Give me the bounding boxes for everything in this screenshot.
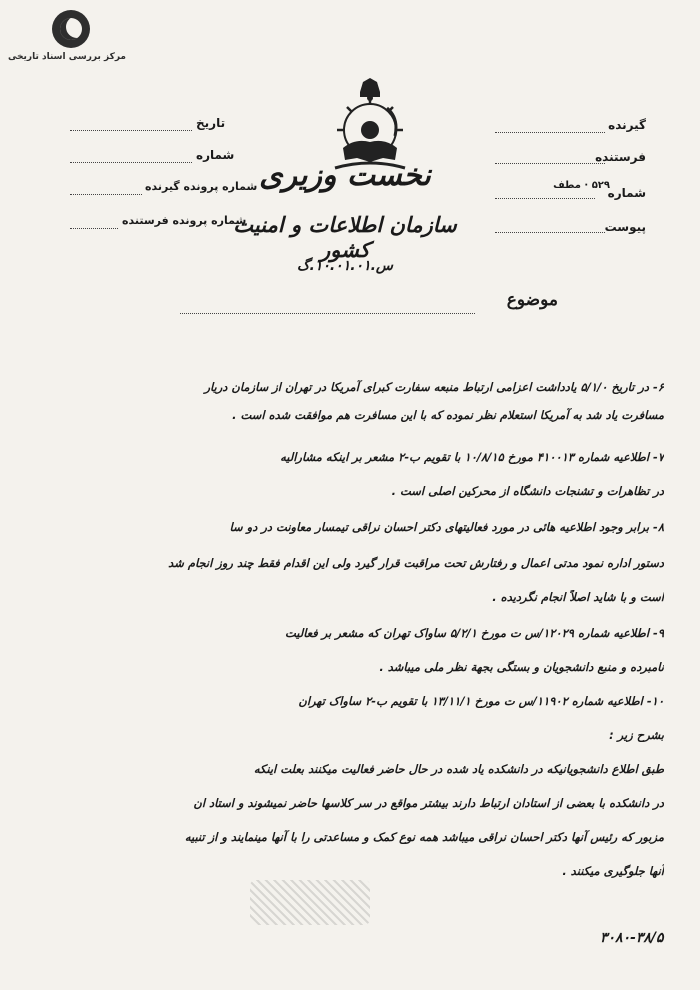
body-line: در تظاهرات و تشنجات دانشگاه از محرکین اصلی است .: [391, 484, 664, 498]
subject-line: [180, 313, 475, 314]
faded-stamp: [250, 880, 370, 925]
body-line: مسافرت یاد شد به آمریکا استعلام نظر نموده که با این مسافرت هم موافقت شده است .: [232, 408, 664, 422]
recipient-file-line: [70, 194, 142, 195]
number-label: شماره: [607, 186, 646, 200]
reference-number: ۳۰۸۰-۳۸/۵: [600, 930, 664, 946]
org-code: س.۱۰.۰۱.۰۱.گ: [296, 258, 394, 274]
body-line: ۱۰- اطلاعیه شماره ۱۱۹۰۲/س ت مورخ ۱۳/۱۱/۱ با تقویم ب-۲ ساواک تهران: [298, 694, 664, 708]
number-left-label: شماره: [196, 148, 235, 162]
number-value: ۵۲۹ · مطف: [553, 180, 610, 191]
archive-logo: [7, 10, 126, 70]
number-line: [495, 198, 595, 199]
org-title: نخست وزیری: [259, 158, 431, 193]
attachment-line: [495, 232, 605, 233]
sender-line: [495, 163, 605, 164]
recipient-label: گیرنده: [608, 118, 646, 132]
sender-file-line: [70, 228, 118, 229]
body-line: مزبور که رئیس آنها دکتر احسان نراقی میباشد همه نوع کمک و مساعدتی را با آنها مینمایند و از تنبیه: [184, 830, 664, 844]
body-line: آنها جلوگیری میکنند .: [562, 864, 664, 878]
recipient-file-label: شماره پرونده گیرنده: [145, 180, 258, 193]
body-line: ۷- اطلاعیه شماره ۴۱۰۰۱۳ مورخ ۱۰/۸/۱۵ با تقویم ب-۲ مشعر بر اینکه مشارالیه: [280, 450, 664, 464]
body-line: در دانشکده با بعضی از استادان ارتباط دارند بیشتر مواقع در سر کلاسها حاضر نمیشوند و استاد ان: [193, 796, 664, 810]
org-subtitle: سازمان اطلاعات و امنیت کشور: [233, 212, 457, 262]
sender-file-label: شماره پرونده فرستنده: [122, 214, 247, 227]
recipient-line: [495, 132, 605, 133]
date-line: [70, 130, 192, 131]
archive-logo-icon: [52, 10, 90, 48]
body-line: طبق اطلاع دانشجویانیکه در دانشکده یاد شده در حال حاضر فعالیت میکنند بعلت اینکه: [253, 762, 664, 776]
body-line: دستور اداره نمود مدتی اعمال و رفتارش تحت مراقبت قرار گیرد ولی این اقدام فقط چند روز انجام شد: [168, 556, 664, 570]
number-left-line: [70, 162, 192, 163]
body-line: نامبرده و منبع دانشجویان و بستگی بجهة نظر ملی میباشد .: [379, 660, 664, 674]
subject-label: موضوع: [506, 290, 558, 310]
body-line: بشرح زیر :: [609, 728, 664, 742]
attachment-label: پیوست: [604, 220, 646, 234]
body-line: ۹- اطلاعیه شماره ۱۲۰۲۹/س ت مورخ ۵/۲/۱ ساواک تهران که مشعر بر فعالیت: [284, 626, 664, 640]
sender-label: فرستنده: [595, 150, 646, 164]
body-line: است و با شاید اصلاً انجام نگردیده .: [492, 590, 664, 604]
body-line: ۶- در تاریخ ۵/۱/۰ یادداشت اعزامی ارتباط منبعه سفارت کبرای آمریکا در تهران از سازمان دریار: [204, 380, 664, 394]
date-label: تاریخ: [196, 116, 226, 130]
body-line: ۸- برابر وجود اطلاعیه هائی در مورد فعالیتهای دکتر احسان نراقی تیمسار معاونت در دو سا: [229, 520, 664, 534]
archive-logo-text: مرکز بررسی اسناد تاریخی: [7, 52, 126, 62]
